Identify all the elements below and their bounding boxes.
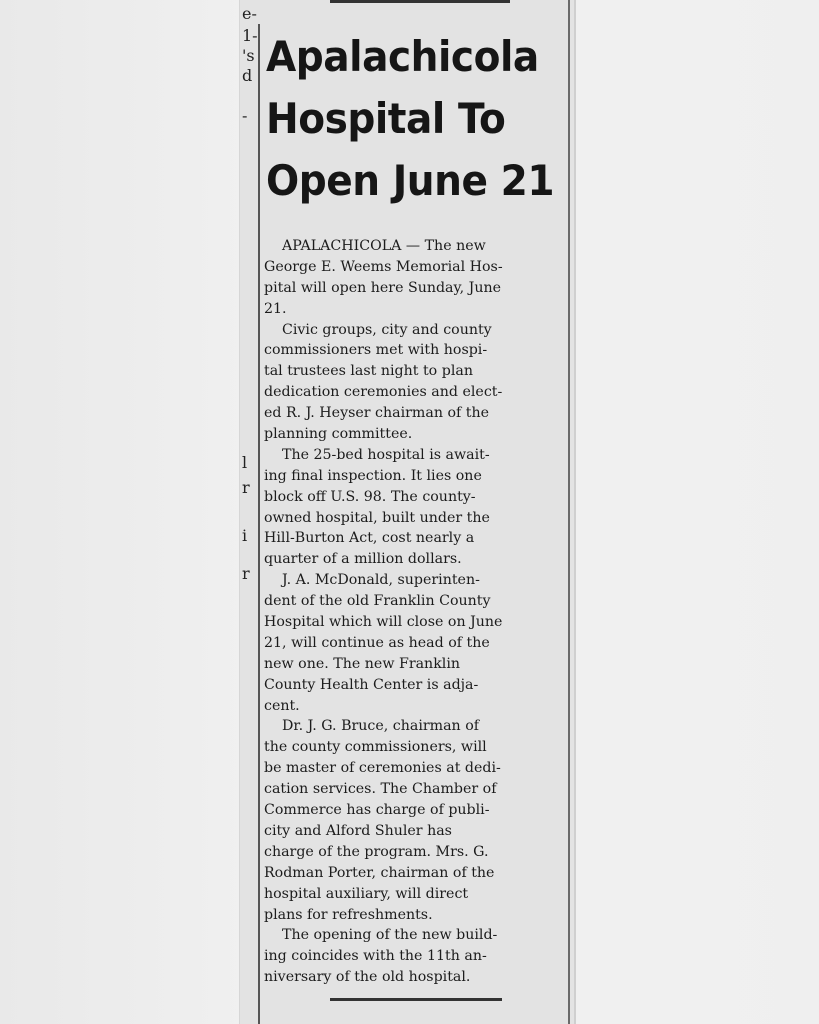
article-body-line: The 25-bed hospital is await- — [282, 446, 490, 463]
adjacent-column-fragment: r — [242, 478, 250, 497]
adjacent-column-fragment: e- — [242, 4, 257, 23]
article-body-line: new one. The new Franklin — [264, 655, 461, 672]
headline-line: Apalachicola — [266, 32, 539, 81]
article-body-line: city and Alford Shuler has — [264, 822, 452, 839]
adjacent-column-fragment: d — [242, 66, 253, 85]
article-body-line: dent of the old Franklin County — [264, 593, 491, 610]
article-body-line: Hospital which will close on June — [264, 614, 503, 631]
article-body-line: ing final inspection. It lies one — [264, 467, 482, 484]
column-rule-right — [568, 0, 570, 1024]
article-body-line: Rodman Porter, chairman of the — [264, 864, 495, 881]
article-body-line: Civic groups, city and county — [282, 321, 492, 338]
article-body-line: George E. Weems Memorial Hos- — [264, 258, 503, 275]
article-body-line: block off U.S. 98. The county- — [264, 488, 476, 505]
article-body-line: the county commissioners, will — [264, 739, 487, 756]
article-body-line: owned hospital, built under the — [264, 509, 490, 526]
article-body-line: charge of the program. Mrs. G. — [264, 843, 489, 860]
article-body-line: tal trustees last night to plan — [264, 363, 473, 380]
article-body-line: cation services. The Chamber of — [264, 781, 497, 798]
headline-line: Hospital To — [266, 94, 506, 143]
article-body-line: Hill-Burton Act, cost nearly a — [264, 530, 475, 547]
article-body-line: 21, will continue as head of the — [264, 634, 490, 651]
article-body-line: pital will open here Sunday, June — [264, 279, 502, 296]
article-body-line: County Health Center is adja- — [264, 676, 479, 693]
column-rule-left — [258, 24, 260, 1024]
article-body-line: J. A. McDonald, superinten- — [282, 572, 480, 589]
top-rule — [330, 0, 510, 3]
article-body-line: ing coincides with the 11th an- — [264, 948, 487, 965]
article-body-line: Commerce has charge of publi- — [264, 802, 490, 819]
article-body-line: APALACHICOLA — The new — [282, 238, 486, 254]
article-body-line: commissioners met with hospi- — [264, 342, 488, 359]
article-body — [264, 236, 566, 988]
article-body-line: The opening of the new build- — [282, 927, 498, 944]
article-body-line: ed R. J. Heyser chairman of the — [264, 405, 490, 422]
adjacent-column-fragment: - — [242, 106, 248, 125]
article-headline — [266, 26, 555, 212]
article-body-line: plans for refreshments. — [264, 906, 433, 923]
headline-line: Open June 21 — [266, 156, 555, 205]
adjacent-column-fragment: i — [242, 526, 248, 545]
bottom-rule — [330, 998, 502, 1001]
article-body-line: hospital auxiliary, will direct — [264, 885, 469, 902]
adjacent-column-fragment: 's — [242, 46, 255, 65]
adjacent-column-fragment: l — [242, 453, 248, 472]
article-body-line: dedication ceremonies and elect- — [264, 384, 503, 401]
article-body-line: 21. — [264, 300, 287, 317]
article-body-line: planning committee. — [264, 426, 413, 443]
article-body-line: be master of ceremonies at dedi- — [264, 760, 501, 777]
adjacent-column-fragment: r — [242, 564, 250, 583]
adjacent-column-fragment: 1- — [242, 26, 258, 45]
article-body-line: quarter of a million dollars. — [264, 551, 462, 568]
article-body-line: Dr. J. G. Bruce, chairman of — [282, 718, 479, 735]
article-body-line: niversary of the old hospital. — [264, 969, 471, 986]
article-body-line: cent. — [264, 697, 300, 714]
